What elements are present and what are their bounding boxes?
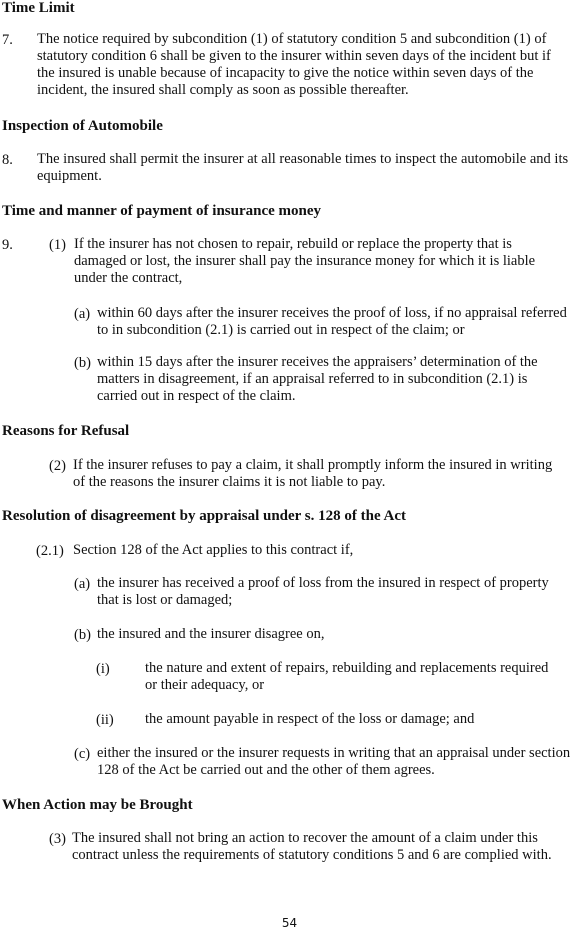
subclause-i-text: the nature and extent of repairs, rebuilding and replacements required or their adequacy, or — [145, 660, 549, 693]
subsection-number-2-1: (2.1) — [36, 543, 64, 559]
section-number-7: 7. — [2, 32, 13, 48]
heading-payment: Time and manner of payment of insurance money — [2, 203, 322, 219]
subsection-number-2: (2) — [49, 458, 66, 474]
heading-resolution: Resolution of disagreement by appraisal under s. 128 of the Act — [2, 508, 407, 524]
subclause-number-i: (i) — [96, 661, 110, 677]
clause-number-9-b: (b) — [74, 355, 91, 371]
heading-reasons-for-refusal: Reasons for Refusal — [2, 423, 130, 439]
clause-9-a-text: within 60 days after the insurer receives the proof of loss, if no appraisal referred to in subcondition (2.1) is carried out in respect of the claim; or — [97, 305, 567, 338]
subsection-number-9-1: (1) — [49, 237, 66, 253]
heading-inspection: Inspection of Automobile — [2, 118, 163, 134]
section-number-9: 9. — [2, 237, 13, 253]
subclause-ii-text: the amount payable in respect of the loss or damage; and — [145, 711, 475, 727]
subsection-2-1-text: Section 128 of the Act applies to this contract if, — [73, 542, 354, 558]
clause-number-2-1-a: (a) — [74, 576, 91, 592]
subsection-9-1-text: If the insurer has not chosen to repair, rebuild or replace the property that is damaged or lost, the insurer shall pay the insurance money for which it is liable under the contract, — [74, 236, 536, 286]
subsection-3-text: The insured shall not bring an action to recover the amount of a claim under this contract unless the requirements of statutory conditions 5 and 6 are complied with. — [72, 830, 552, 863]
heading-when-action: When Action may be Brought — [2, 797, 193, 813]
clause-2-1-c-text: either the insured or the insurer requests in writing that an appraisal under section 128 of the Act be carried out and the other of them agrees. — [97, 745, 571, 778]
subclause-number-ii: (ii) — [96, 712, 114, 728]
section-number-8: 8. — [2, 152, 13, 168]
clause-number-2-1-b: (b) — [74, 627, 91, 643]
section-7-text: The notice required by subcondition (1) of statutory condition 5 and subcondition (1) of statutory condition 6 shall be given to the insurer within seven days of the incident but if the insured is unable because of incapacity to give the notice within seven days of the incident, the insured shall comply as soon as possible thereafter. — [37, 31, 551, 98]
subsection-2-text: If the insurer refuses to pay a claim, it shall promptly inform the insured in writing of the reasons the insurer claims it is not liable to pay. — [73, 457, 553, 490]
clause-2-1-b-text: the insured and the insurer disagree on, — [97, 626, 325, 642]
clause-number-9-a: (a) — [74, 306, 91, 322]
page-number: 54 — [281, 916, 298, 930]
section-8-text: The insured shall permit the insurer at all reasonable times to inspect the automobile and its equipment. — [37, 151, 569, 184]
subsection-number-3: (3) — [49, 831, 66, 847]
clause-2-1-a-text: the insurer has received a proof of loss from the insured in respect of property that is lost or damaged; — [97, 575, 549, 608]
clause-number-2-1-c: (c) — [74, 746, 91, 762]
clause-9-b-text: within 15 days after the insurer receives the appraisers’ determination of the matters in disagreement, if an appraisal referred to in subcondition (2.1) is carried out in respect of the claim. — [97, 354, 538, 404]
heading-time-limit: Time Limit — [2, 0, 75, 16]
